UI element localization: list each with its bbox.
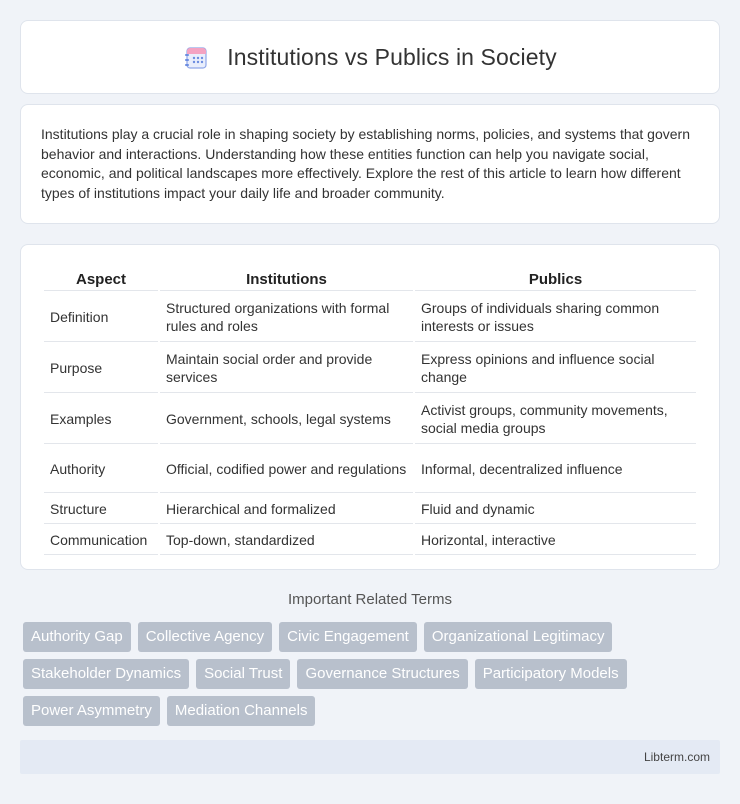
table-row	[44, 293, 696, 342]
tag-civic-engagement[interactable]: Civic Engagement	[279, 622, 417, 652]
cell-publics: Groups of individuals sharing common interests or issues	[415, 293, 696, 342]
cell-aspect: Communication	[44, 526, 158, 555]
header-publics: Publics	[415, 267, 696, 291]
table-row	[44, 395, 696, 444]
tag-social-trust[interactable]: Social Trust	[196, 659, 290, 689]
footer	[20, 740, 720, 774]
intro-paragraph: Institutions play a crucial role in shaping society by establishing norms, policies, and systems that govern behavior and interactions. Understanding how these entities function can help you navigate social, economic, and political landscapes more effectively. Explore the rest of this article to learn how different types of institutions impact your daily life and broader community.	[41, 126, 690, 201]
cell-aspect: Structure	[44, 495, 158, 524]
table-row	[44, 495, 696, 524]
tag-stakeholder-dynamics[interactable]: Stakeholder Dynamics	[23, 659, 189, 689]
cell-institutions: Official, codified power and regulations	[160, 446, 413, 493]
cell-aspect: Examples	[44, 395, 158, 444]
cell-publics: Informal, decentralized influence	[415, 446, 696, 493]
cell-institutions: Top-down, standardized	[160, 526, 413, 555]
related-terms-title: Important Related Terms	[288, 591, 452, 608]
tag-mediation-channels[interactable]: Mediation Channels	[167, 696, 316, 726]
cell-publics: Fluid and dynamic	[415, 495, 696, 524]
cell-institutions: Hierarchical and formalized	[160, 495, 413, 524]
tag-power-asymmetry[interactable]: Power Asymmetry	[23, 696, 160, 726]
cell-publics: Horizontal, interactive	[415, 526, 696, 555]
cell-publics: Activist groups, community movements, social media groups	[415, 395, 696, 444]
comparison-table-card	[20, 244, 720, 570]
related-terms-list	[23, 622, 723, 726]
header-institutions: Institutions	[160, 267, 413, 291]
title-wrap	[183, 44, 556, 71]
cell-institutions: Structured organizations with formal rules and roles	[160, 293, 413, 342]
comparison-table	[42, 265, 698, 557]
cell-institutions: Maintain social order and provide services	[160, 344, 413, 393]
cell-aspect: Authority	[44, 446, 158, 493]
footer-brand-link[interactable]: Libterm.com	[643, 750, 710, 764]
cell-publics: Express opinions and influence social change	[415, 344, 696, 393]
tag-governance-structures[interactable]: Governance Structures	[297, 659, 467, 689]
header-aspect: Aspect	[44, 267, 158, 291]
title-card	[20, 20, 720, 94]
tag-collective-agency[interactable]: Collective Agency	[138, 622, 272, 652]
tag-authority-gap[interactable]: Authority Gap	[23, 622, 131, 652]
table-row	[44, 446, 696, 493]
cell-aspect: Definition	[44, 293, 158, 342]
table-row	[44, 344, 696, 393]
cell-aspect: Purpose	[44, 344, 158, 393]
calendar-notebook-icon	[183, 44, 209, 70]
table-header-row	[44, 267, 696, 291]
table-row	[44, 526, 696, 555]
intro-card	[20, 104, 720, 224]
cell-institutions: Government, schools, legal systems	[160, 395, 413, 444]
tag-organizational-legitimacy[interactable]: Organizational Legitimacy	[424, 622, 613, 652]
page-title: Institutions vs Publics in Society	[227, 43, 557, 70]
tag-participatory-models[interactable]: Participatory Models	[475, 659, 627, 689]
